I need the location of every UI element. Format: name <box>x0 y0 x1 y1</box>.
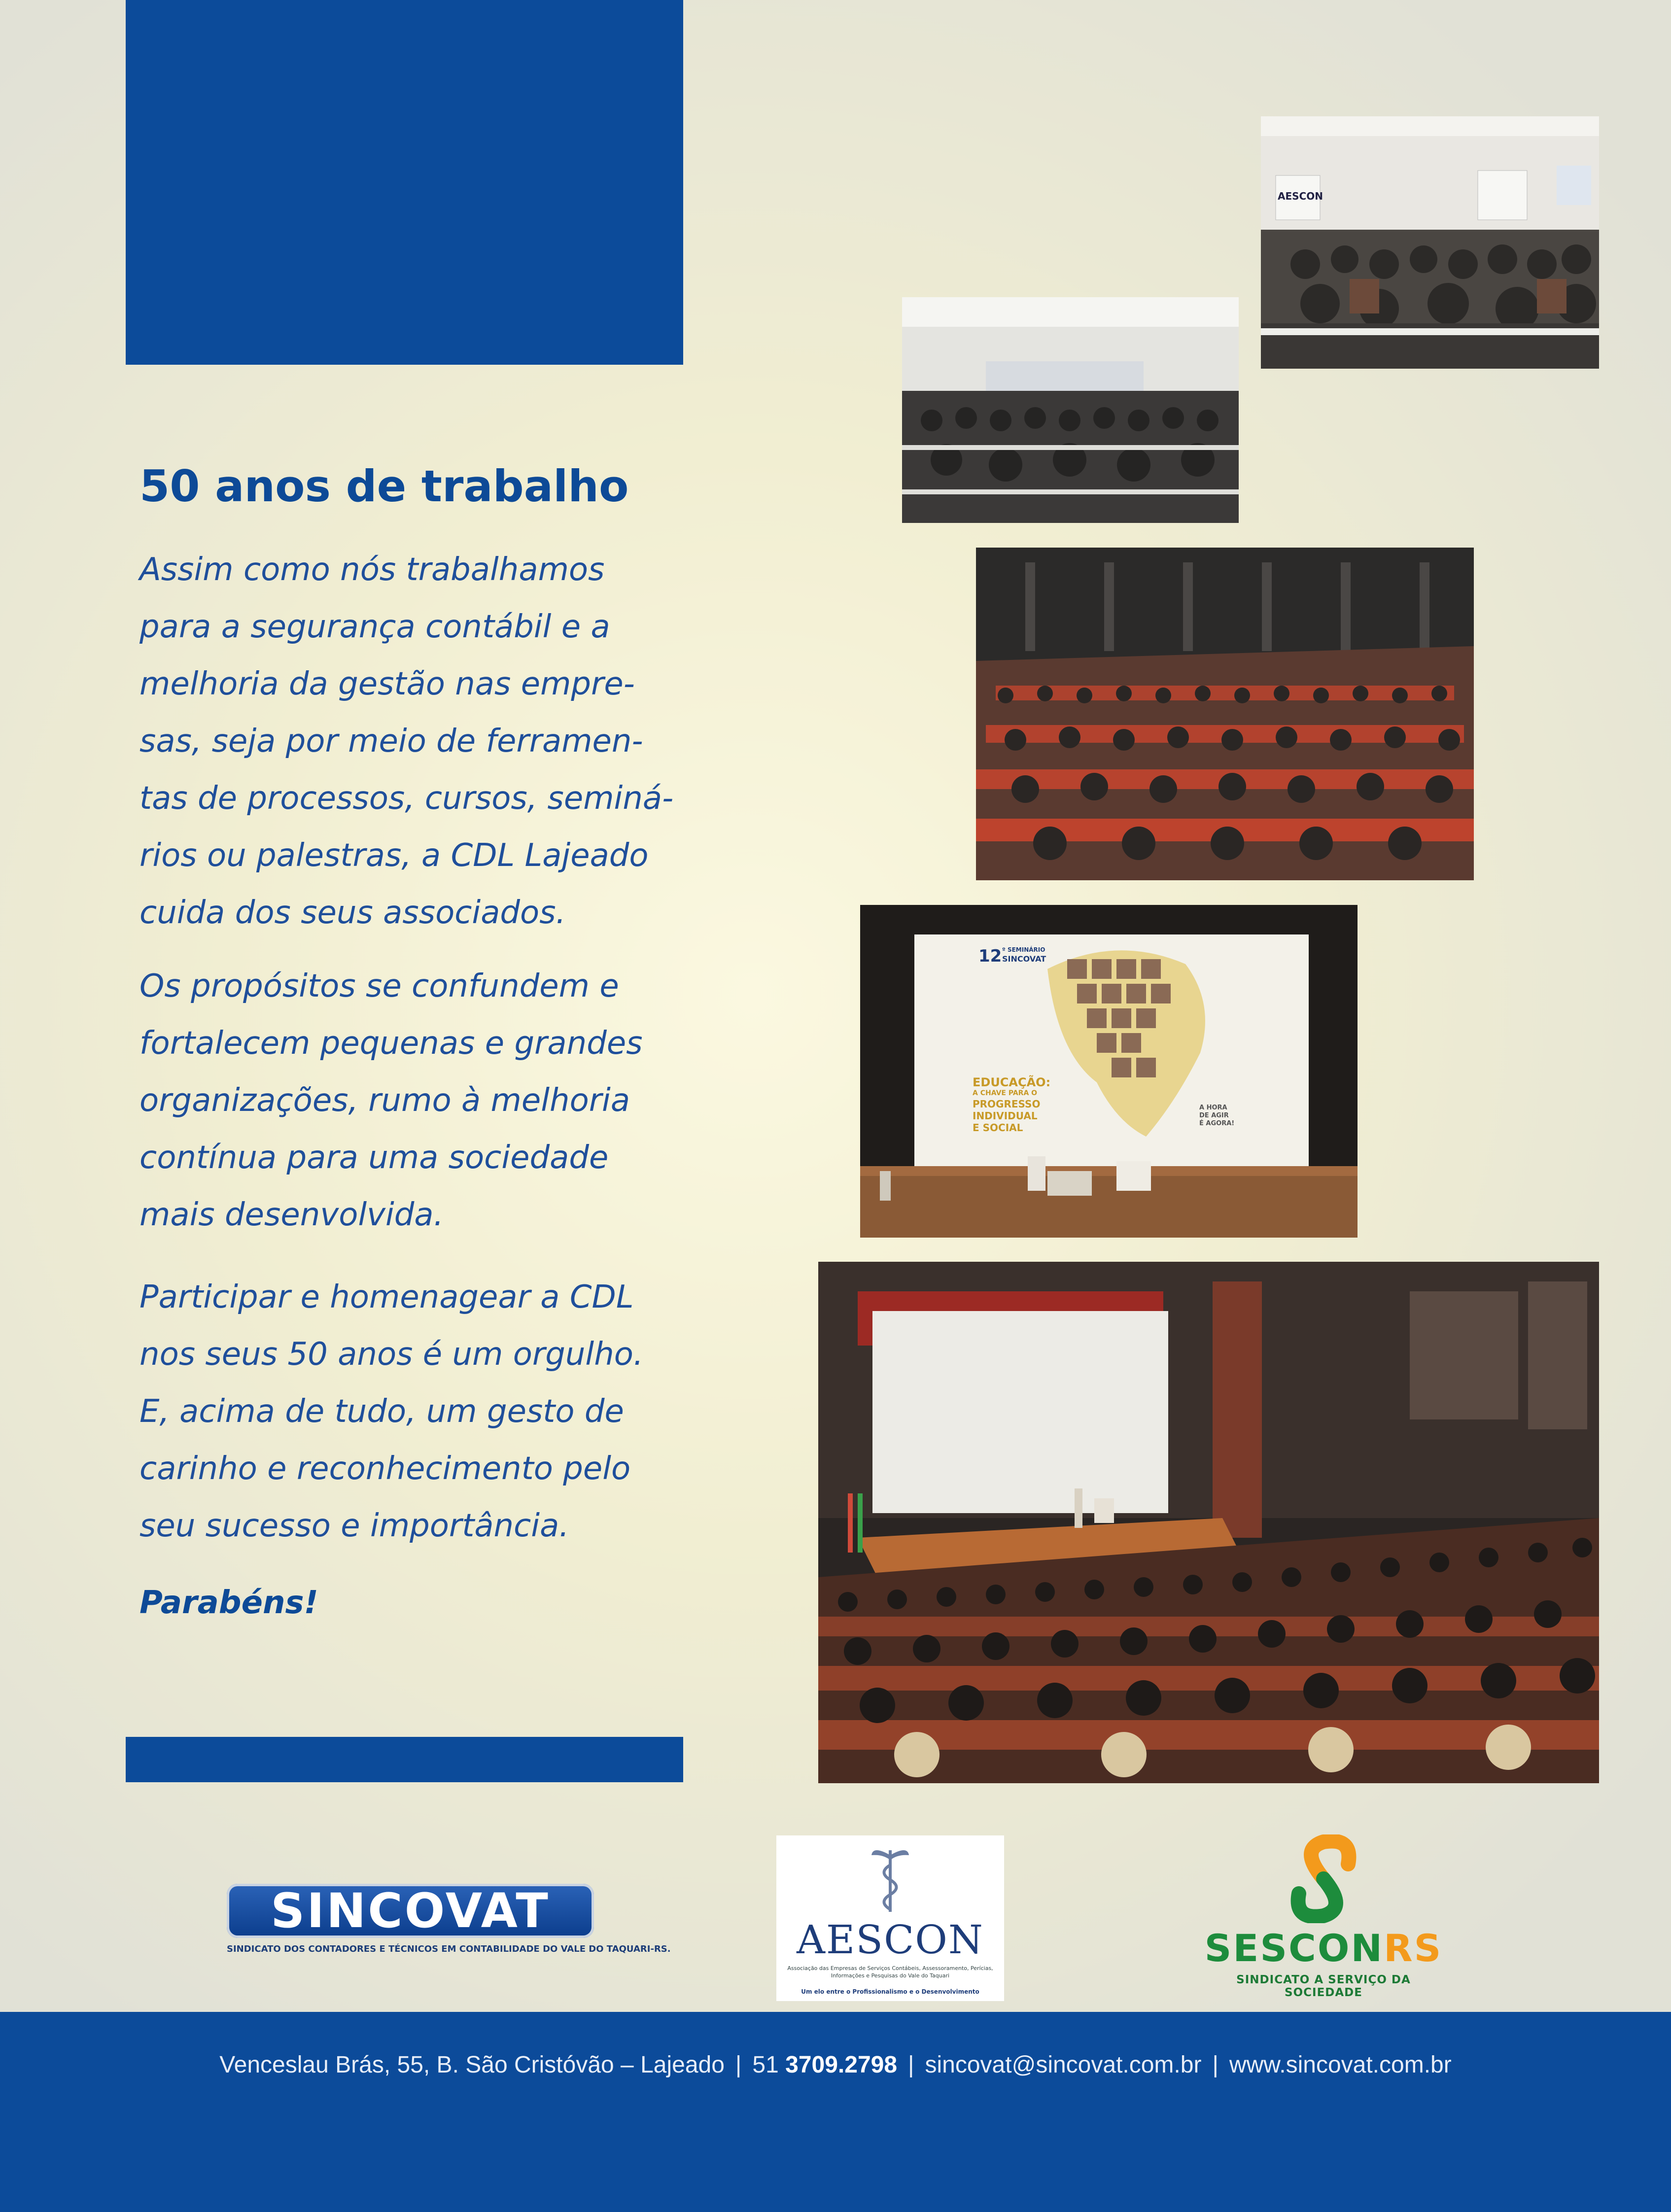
top-blue-block <box>126 0 683 365</box>
sescon-symbol-icon <box>1279 1834 1368 1923</box>
sincovat-logo-subtitle: SINDICATO DOS CONTADORES E TÉCNICOS EM CONTABILIDADE DO VALE DO TAQUARI-RS. <box>227 1944 671 1954</box>
closing-text: Parabéns! <box>139 1585 318 1621</box>
footer <box>0 2012 1671 2212</box>
footer-email[interactable]: sincovat@sincovat.com.br <box>925 2052 1202 2078</box>
sincovat-logo <box>227 1883 671 1963</box>
footer-separator: | <box>1212 2052 1218 2078</box>
footer-separator: | <box>735 2052 742 2078</box>
footer-contact-line <box>0 2051 1671 2078</box>
sescon-rs-logo <box>1198 1834 1449 1999</box>
aescon-logo-description: Associação das Empresas de Serviços Contábeis, Assessoramento, Perícias, Informações e Pesquisas do Vale do Taquari <box>787 1965 993 1979</box>
footer-website[interactable]: www.sincovat.com.br <box>1229 2052 1452 2078</box>
paragraph-2: Os propósitos se confundem e fortalecem pequenas e grandes organizações, rumo à melhoria contínua para uma sociedade mais desenvolvida. <box>139 968 643 1233</box>
slide-theme-line-5: E SOCIAL <box>973 1122 1023 1134</box>
footer-address: Venceslau Brás, 55, B. São Cristóvão – Lajeado <box>219 2052 725 2078</box>
photo-large-auditorium <box>818 1262 1599 1783</box>
footer-separator: | <box>908 2052 914 2078</box>
bottom-blue-bar <box>126 1737 683 1782</box>
caduceus-icon <box>870 1845 910 1914</box>
sescon-logo-name: SESCON <box>1204 1926 1384 1970</box>
footer-phone-number: 3709.2798 <box>785 2052 898 2078</box>
sescon-logo-text <box>1198 1926 1449 1970</box>
slide-motto-line-3: É AGORA! <box>1199 1120 1235 1127</box>
slide-motto-line-1: A HORA <box>1199 1104 1227 1111</box>
sincovat-logo-text: SINCOVAT <box>227 1884 594 1938</box>
page-heading: 50 anos de trabalho <box>139 461 629 512</box>
paragraph-3: Participar e homenagear a CDL nos seus 50 anos é um orgulho. E, acima de tudo, um gesto de carinho e reconhecimento pelo seu sucesso e importância. <box>139 1279 644 1544</box>
paragraph-1: Assim como nós trabalhamos para a segurança contábil e a melhoria da gestão nas empre- sas, seja por meio de ferramen- tas de processos, cursos, seminá- rios ou palestras, a CDL Lajeado cuida dos seus associados. <box>139 552 674 931</box>
slide-number: 12 <box>978 946 1002 966</box>
photo-stage-slide <box>860 905 1358 1238</box>
aescon-logo <box>776 1835 1004 2001</box>
slide-theme-line-2: A CHAVE PARA O <box>973 1089 1038 1097</box>
aescon-logo-tagline: Um elo entre o Profissionalismo e o Desenvolvimento <box>801 1988 979 1995</box>
slide-theme-line-4: INDIVIDUAL <box>973 1110 1038 1122</box>
aescon-logo-text: AESCON <box>797 1917 984 1963</box>
sescon-logo-subtitle: SINDICATO A SERVIÇO DA SOCIEDADE <box>1236 1973 1411 1999</box>
slide-theme-line-1: EDUCAÇÃO: <box>973 1075 1051 1089</box>
banner-text: AESCON <box>1278 190 1323 202</box>
photo-auditorium-audience <box>976 548 1474 880</box>
slide-theme-line-3: PROGRESSO <box>973 1098 1041 1110</box>
slide-ordinal: º SEMINÁRIO <box>1002 946 1045 953</box>
slide-brand: SINCOVAT <box>1002 954 1046 964</box>
photo-lecture-hall <box>902 297 1239 523</box>
slide-motto-line-2: DE AGIR <box>1199 1112 1229 1119</box>
photo-classroom-seminar <box>1261 116 1599 369</box>
sescon-logo-rs: RS <box>1384 1926 1443 1970</box>
footer-phone-prefix: 51 <box>752 2052 779 2078</box>
